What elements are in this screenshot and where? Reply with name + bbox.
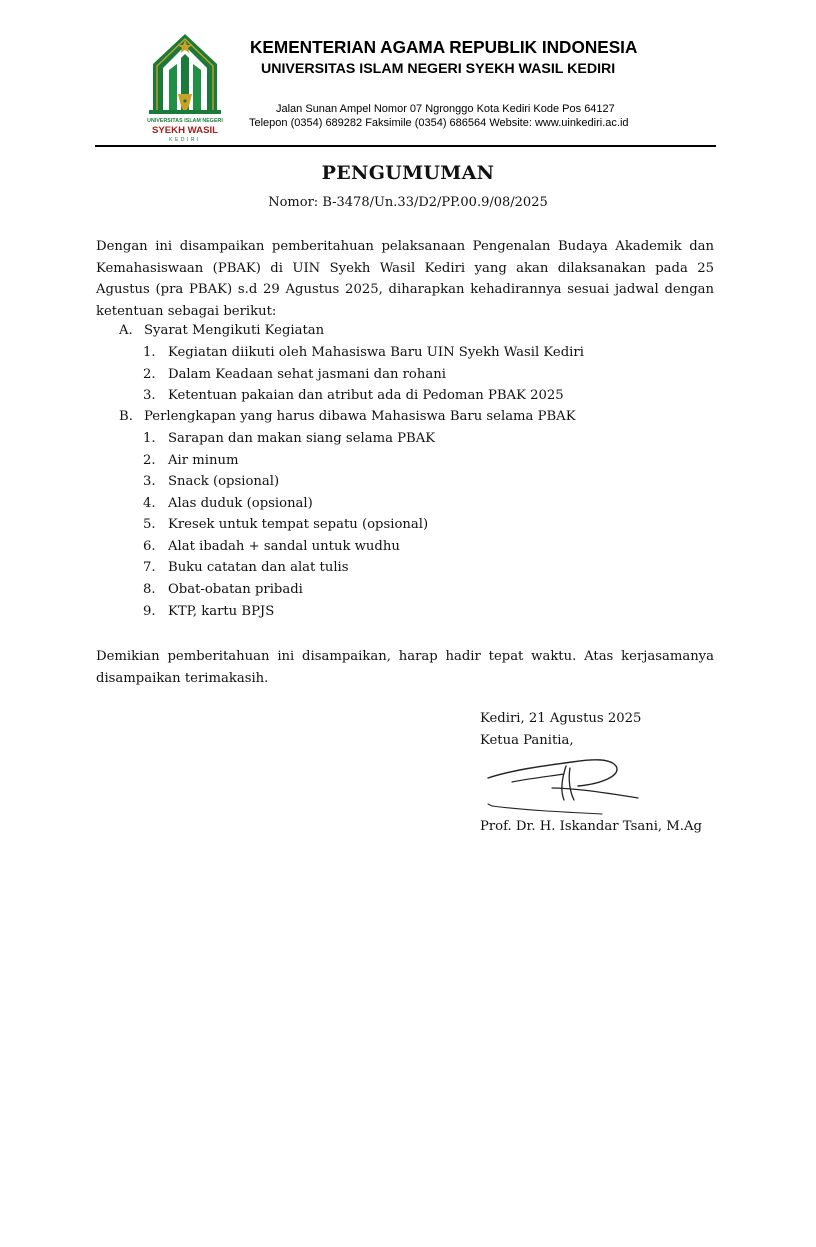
- section-marker: A.: [119, 323, 133, 338]
- list-item-number: 2.: [143, 367, 156, 382]
- list-item: [143, 474, 279, 489]
- list-item-number: 6.: [143, 539, 156, 554]
- closing-paragraph: Demikian pemberitahuan ini disampaikan, harap hadir tepat waktu. Atas kerjasamanya disampaikan terimakasih.: [96, 649, 714, 686]
- list-item: [143, 496, 313, 511]
- list-item: [143, 453, 238, 468]
- list-item-text: Alas duduk (opsional): [168, 496, 313, 511]
- document-number: Nomor: B-3478/Un.33/D2/PP.00.9/08/2025: [268, 195, 548, 210]
- signature-role: Ketua Panitia,: [480, 733, 574, 748]
- list-item: [143, 539, 400, 554]
- university-contact: Telepon (0354) 689282 Faksimile (0354) 686564 Website: www.uinkediri.ac.id: [249, 117, 629, 129]
- university-address: Jalan Sunan Ampel Nomor 07 Ngronggo Kota Kediri Kode Pos 64127: [276, 103, 615, 115]
- list-item: [143, 367, 446, 382]
- list-item-number: 1.: [143, 431, 156, 446]
- list-item-text: Ketentuan pakaian dan atribut ada di Pedoman PBAK 2025: [168, 388, 564, 403]
- list-item: [143, 582, 303, 597]
- university-logo: [143, 24, 227, 146]
- university-emblem-icon: [143, 24, 227, 118]
- list-item: [143, 517, 428, 532]
- list-item: [143, 431, 435, 446]
- list-item-text: Dalam Keadaan sehat jasmani dan rohani: [168, 367, 446, 382]
- list-item: [143, 560, 349, 575]
- list-item-number: 9.: [143, 604, 156, 619]
- section-marker: B.: [119, 409, 133, 424]
- list-item-number: 3.: [143, 474, 156, 489]
- list-item-text: KTP, kartu BPJS: [168, 604, 275, 619]
- logo-caption-university: UNIVERSITAS ISLAM NEGERI: [147, 118, 223, 124]
- ministry-name: KEMENTERIAN AGAMA REPUBLIK INDONESIA: [250, 37, 638, 57]
- list-item: [143, 345, 584, 360]
- list-item-text: Snack (opsional): [168, 474, 280, 489]
- list-item-number: 3.: [143, 388, 156, 403]
- section-heading-a: [119, 323, 324, 338]
- signature-place-date: Kediri, 21 Agustus 2025: [480, 711, 642, 726]
- logo-caption-name: SYEKH WASIL: [151, 125, 219, 136]
- list-item-number: 4.: [143, 496, 156, 511]
- list-item-text: Buku catatan dan alat tulis: [168, 560, 349, 575]
- section-title: Syarat Mengikuti Kegiatan: [144, 323, 325, 338]
- signatory-name: Prof. Dr. H. Iskandar Tsani, M.Ag: [480, 819, 702, 834]
- list-item-text: Alat ibadah + sandal untuk wudhu: [168, 539, 400, 554]
- list-item-number: 7.: [143, 560, 156, 575]
- list-item: [143, 388, 564, 403]
- letterhead-divider: [95, 145, 716, 147]
- university-name: UNIVERSITAS ISLAM NEGERI SYEKH WASIL KEDIRI: [261, 61, 616, 77]
- logo-caption-city: KEDIRI: [169, 137, 201, 143]
- list-item-number: 1.: [143, 345, 156, 360]
- list-item-text: Air minum: [168, 453, 239, 468]
- list-item-number: 5.: [143, 517, 156, 532]
- section-heading-b: [119, 409, 576, 424]
- document-title: PENGUMUMAN: [321, 162, 495, 184]
- list-item-text: Obat-obatan pribadi: [168, 582, 303, 597]
- list-item-text: Kegiatan diikuti oleh Mahasiswa Baru UIN Syekh Wasil Kediri: [168, 345, 584, 360]
- list-item: [143, 604, 274, 619]
- handwritten-signature: [482, 748, 652, 820]
- list-item-number: 2.: [143, 453, 156, 468]
- list-item-number: 8.: [143, 582, 156, 597]
- list-item-text: Sarapan dan makan siang selama PBAK: [168, 431, 436, 446]
- intro-paragraph: Dengan ini disampaikan pemberitahuan pelaksanaan Pengenalan Budaya Akademik dan Kemahasiswaan (PBAK) di UIN Syekh Wasil Kediri yang akan dilaksanakan pada 25 Agustus (pra PBAK) s.d 29 Agustus 2025, diharapkan kehadirannya sesuai jadwal dengan ketentuan sebagai berikut:: [96, 239, 714, 319]
- section-title: Perlengkapan yang harus dibawa Mahasiswa Baru selama PBAK: [144, 409, 576, 424]
- list-item-text: Kresek untuk tempat sepatu (opsional): [168, 517, 429, 532]
